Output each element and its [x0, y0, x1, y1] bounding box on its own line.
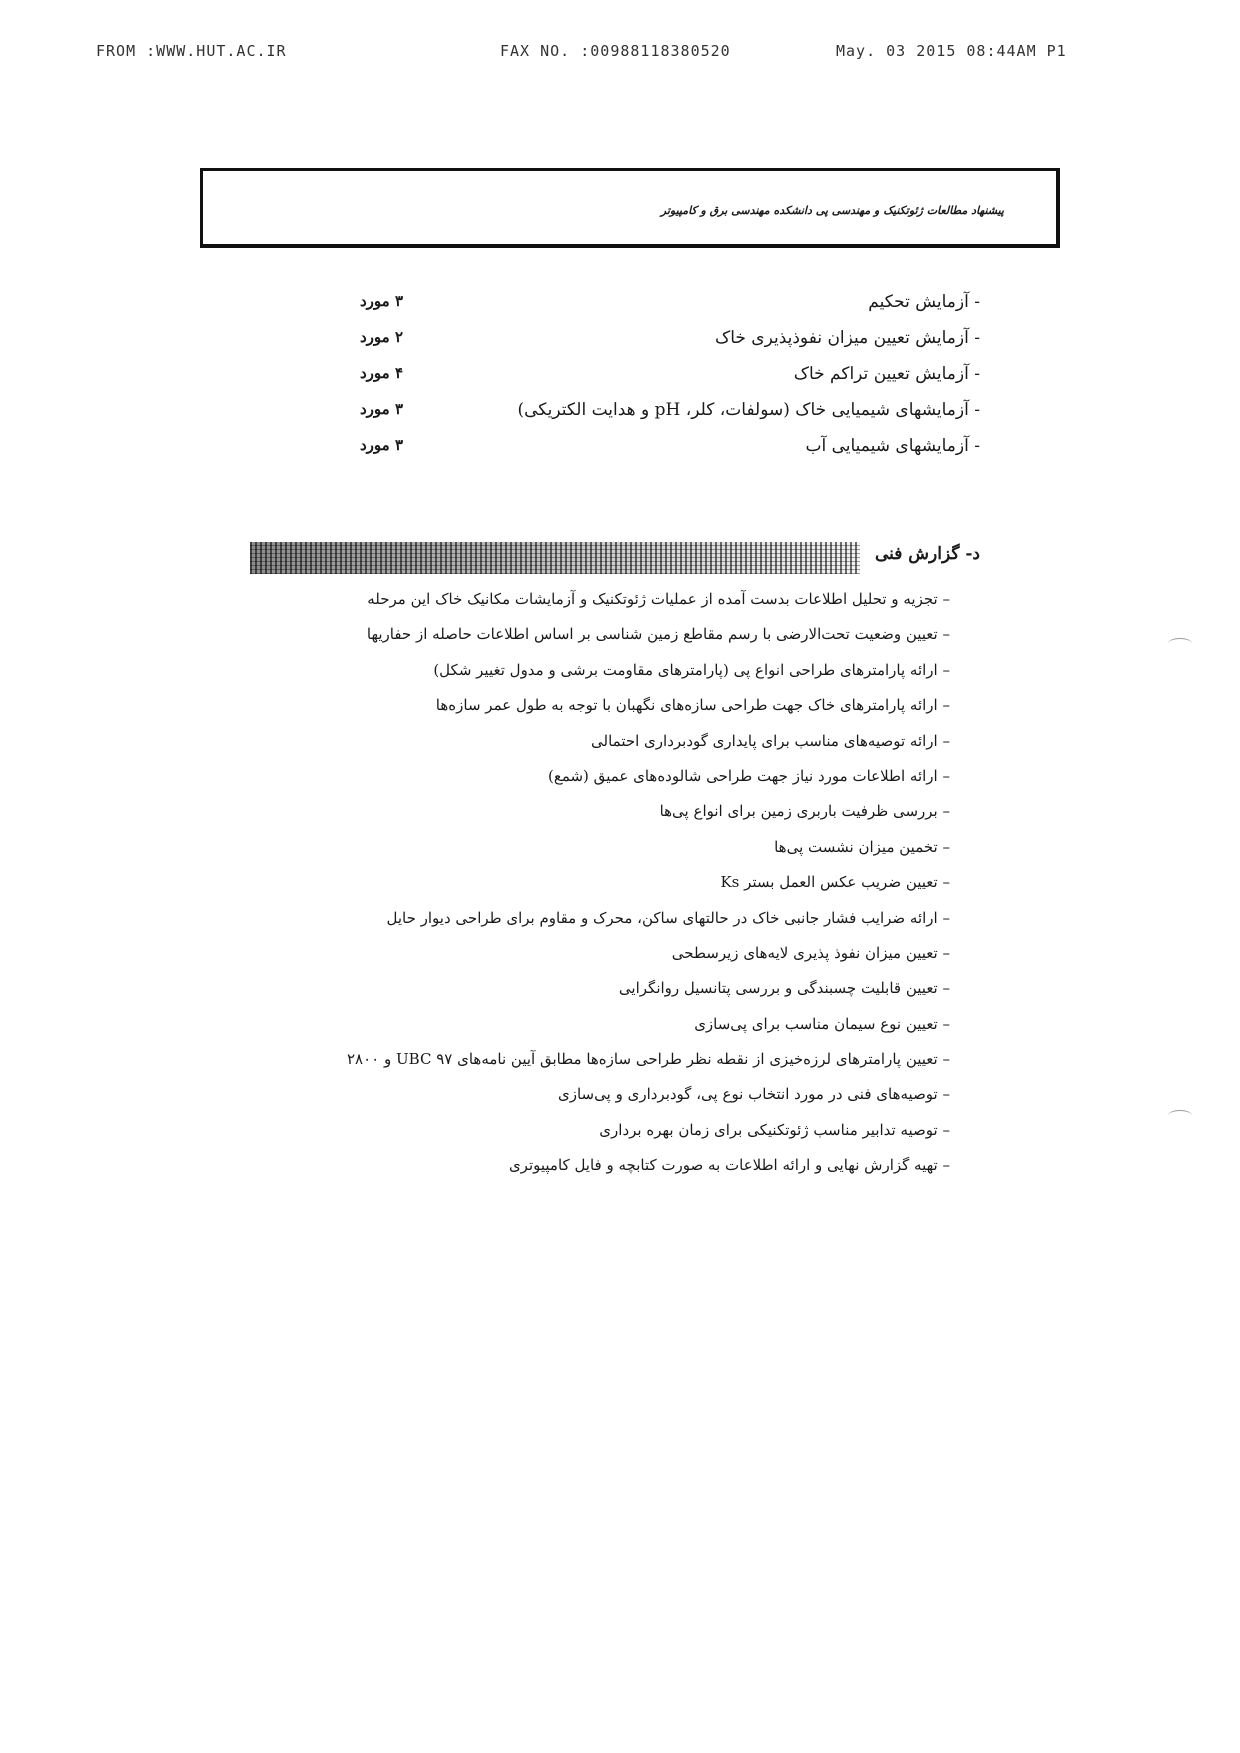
report-item-text: – تهیه گزارش نهایی و ارائه اطلاعات به صورت کتابچه و فایل کامپیوتری [508, 1156, 950, 1175]
test-count: ۳ مورد [360, 436, 403, 454]
list-item [250, 838, 950, 873]
report-item-text: – ارائه پارامترهای خاک جهت طراحی سازه‌های نگهبان با توجه به طول عمر سازه‌ها [435, 696, 950, 715]
list-item [250, 696, 950, 731]
test-name: - آزمایش تحکیم [868, 292, 980, 312]
test-count: ۳ مورد [360, 292, 403, 310]
report-item-text: – ارائه توصیه‌های مناسب برای پایداری گودبرداری احتمالی [591, 731, 950, 750]
test-row [340, 436, 980, 472]
list-item [250, 979, 950, 1014]
scan-margin-mark [1168, 1110, 1192, 1121]
scan-margin-mark [1168, 638, 1192, 649]
test-row [340, 292, 980, 328]
test-name: - آزمایش تعیین تراکم خاک [793, 364, 980, 384]
report-item-text: – تعیین نوع سیمان مناسب برای پی‌سازی [694, 1014, 950, 1033]
list-item [250, 1085, 950, 1120]
section-heading-area [250, 538, 980, 578]
list-item [250, 767, 950, 802]
test-count: ۴ مورد [360, 364, 403, 382]
test-count: ۳ مورد [360, 400, 403, 418]
fax-from: FROM :WWW.HUT.AC.IR [96, 42, 287, 60]
fax-number: FAX NO. :00988118380520 [500, 42, 731, 60]
list-item [250, 732, 950, 767]
list-item [250, 909, 950, 944]
report-item-text: – تجزیه و تحلیل اطلاعات بدست آمده از عملیات ژئوتکنیک و آزمایشات مکانیک خاک این مرحله [367, 590, 950, 608]
report-item-text: – تعیین پارامترهای لرزه‌خیزی از نقطه نظر طراحی سازه‌ها مطابق آیین نامه‌های UBC ۹۷ و ۲۸۰۰ [347, 1050, 950, 1069]
list-item [250, 1050, 950, 1085]
report-item-text: – تعیین میزان نفوذ پذیری لایه‌های زیرسطحی [671, 943, 950, 962]
scan-noise-band [250, 542, 860, 574]
technical-report-list [250, 590, 950, 1192]
tests-list [340, 292, 980, 472]
list-item [250, 1121, 950, 1156]
test-row [340, 400, 980, 436]
list-item [250, 625, 950, 660]
list-item [250, 873, 950, 908]
test-row [340, 364, 980, 400]
list-item [250, 802, 950, 837]
list-item [250, 944, 950, 979]
report-item-text: – بررسی ظرفیت باربری زمین برای انواع پی‌ها [659, 802, 950, 821]
report-item-text: – توصیه‌های فنی در مورد انتخاب نوع پی، گودبرداری و پی‌سازی [558, 1085, 950, 1104]
list-item [250, 1015, 950, 1050]
report-item-text: – ارائه ضرایب فشار جانبی خاک در حالتهای ساکن، محرک و مقاوم برای طراحی دیوار حایل [386, 908, 950, 927]
test-name: - آزمایشهای شیمیایی آب [805, 436, 980, 456]
list-item [250, 1156, 950, 1191]
test-count: ۲ مورد [360, 328, 403, 346]
report-item-text: – تعیین وضعیت تحت‌الارضی با رسم مقاطع زمین شناسی بر اساس اطلاعات حاصله از حفاریها [366, 625, 950, 644]
report-item-text: – تعیین قابلیت چسبندگی و بررسی پتانسیل روانگرایی [618, 979, 950, 998]
section-heading: د- گزارش فنی [874, 544, 980, 564]
report-item-text: – ارائه پارامترهای طراحی انواع پی (پارامترهای مقاومت برشی و مدول تغییر شکل) [433, 660, 950, 679]
report-item-text: – ارائه اطلاعات مورد نیاز جهت طراحی شالوده‌های عمیق (شمع) [547, 766, 950, 785]
test-name: - آزمایشهای شیمیایی خاک (سولفات، کلر، pH و هدایت الکتریکی) [517, 400, 980, 420]
test-name: - آزمایش تعیین میزان نفوذپذیری خاک [714, 328, 980, 348]
report-item-text: – تخمین میزان نشست پی‌ها [774, 837, 950, 856]
test-row [340, 328, 980, 364]
fax-date: May. 03 2015 08:44AM P1 [836, 42, 1067, 60]
report-item-text: – تعیین ضریب عکس العمل بستر Ks [720, 873, 950, 892]
report-item-text: – توصیه تدابیر مناسب ژئوتکنیکی برای زمان بهره برداری [599, 1120, 950, 1139]
list-item [250, 590, 950, 625]
document-header-box [200, 168, 1060, 248]
list-item [250, 661, 950, 696]
document-header-text: پیشنهاد مطالعات ژئوتکنیک و مهندسی پی دانشکده مهندسی برق و کامپیوتر [660, 204, 1004, 217]
fax-header [0, 42, 1240, 66]
